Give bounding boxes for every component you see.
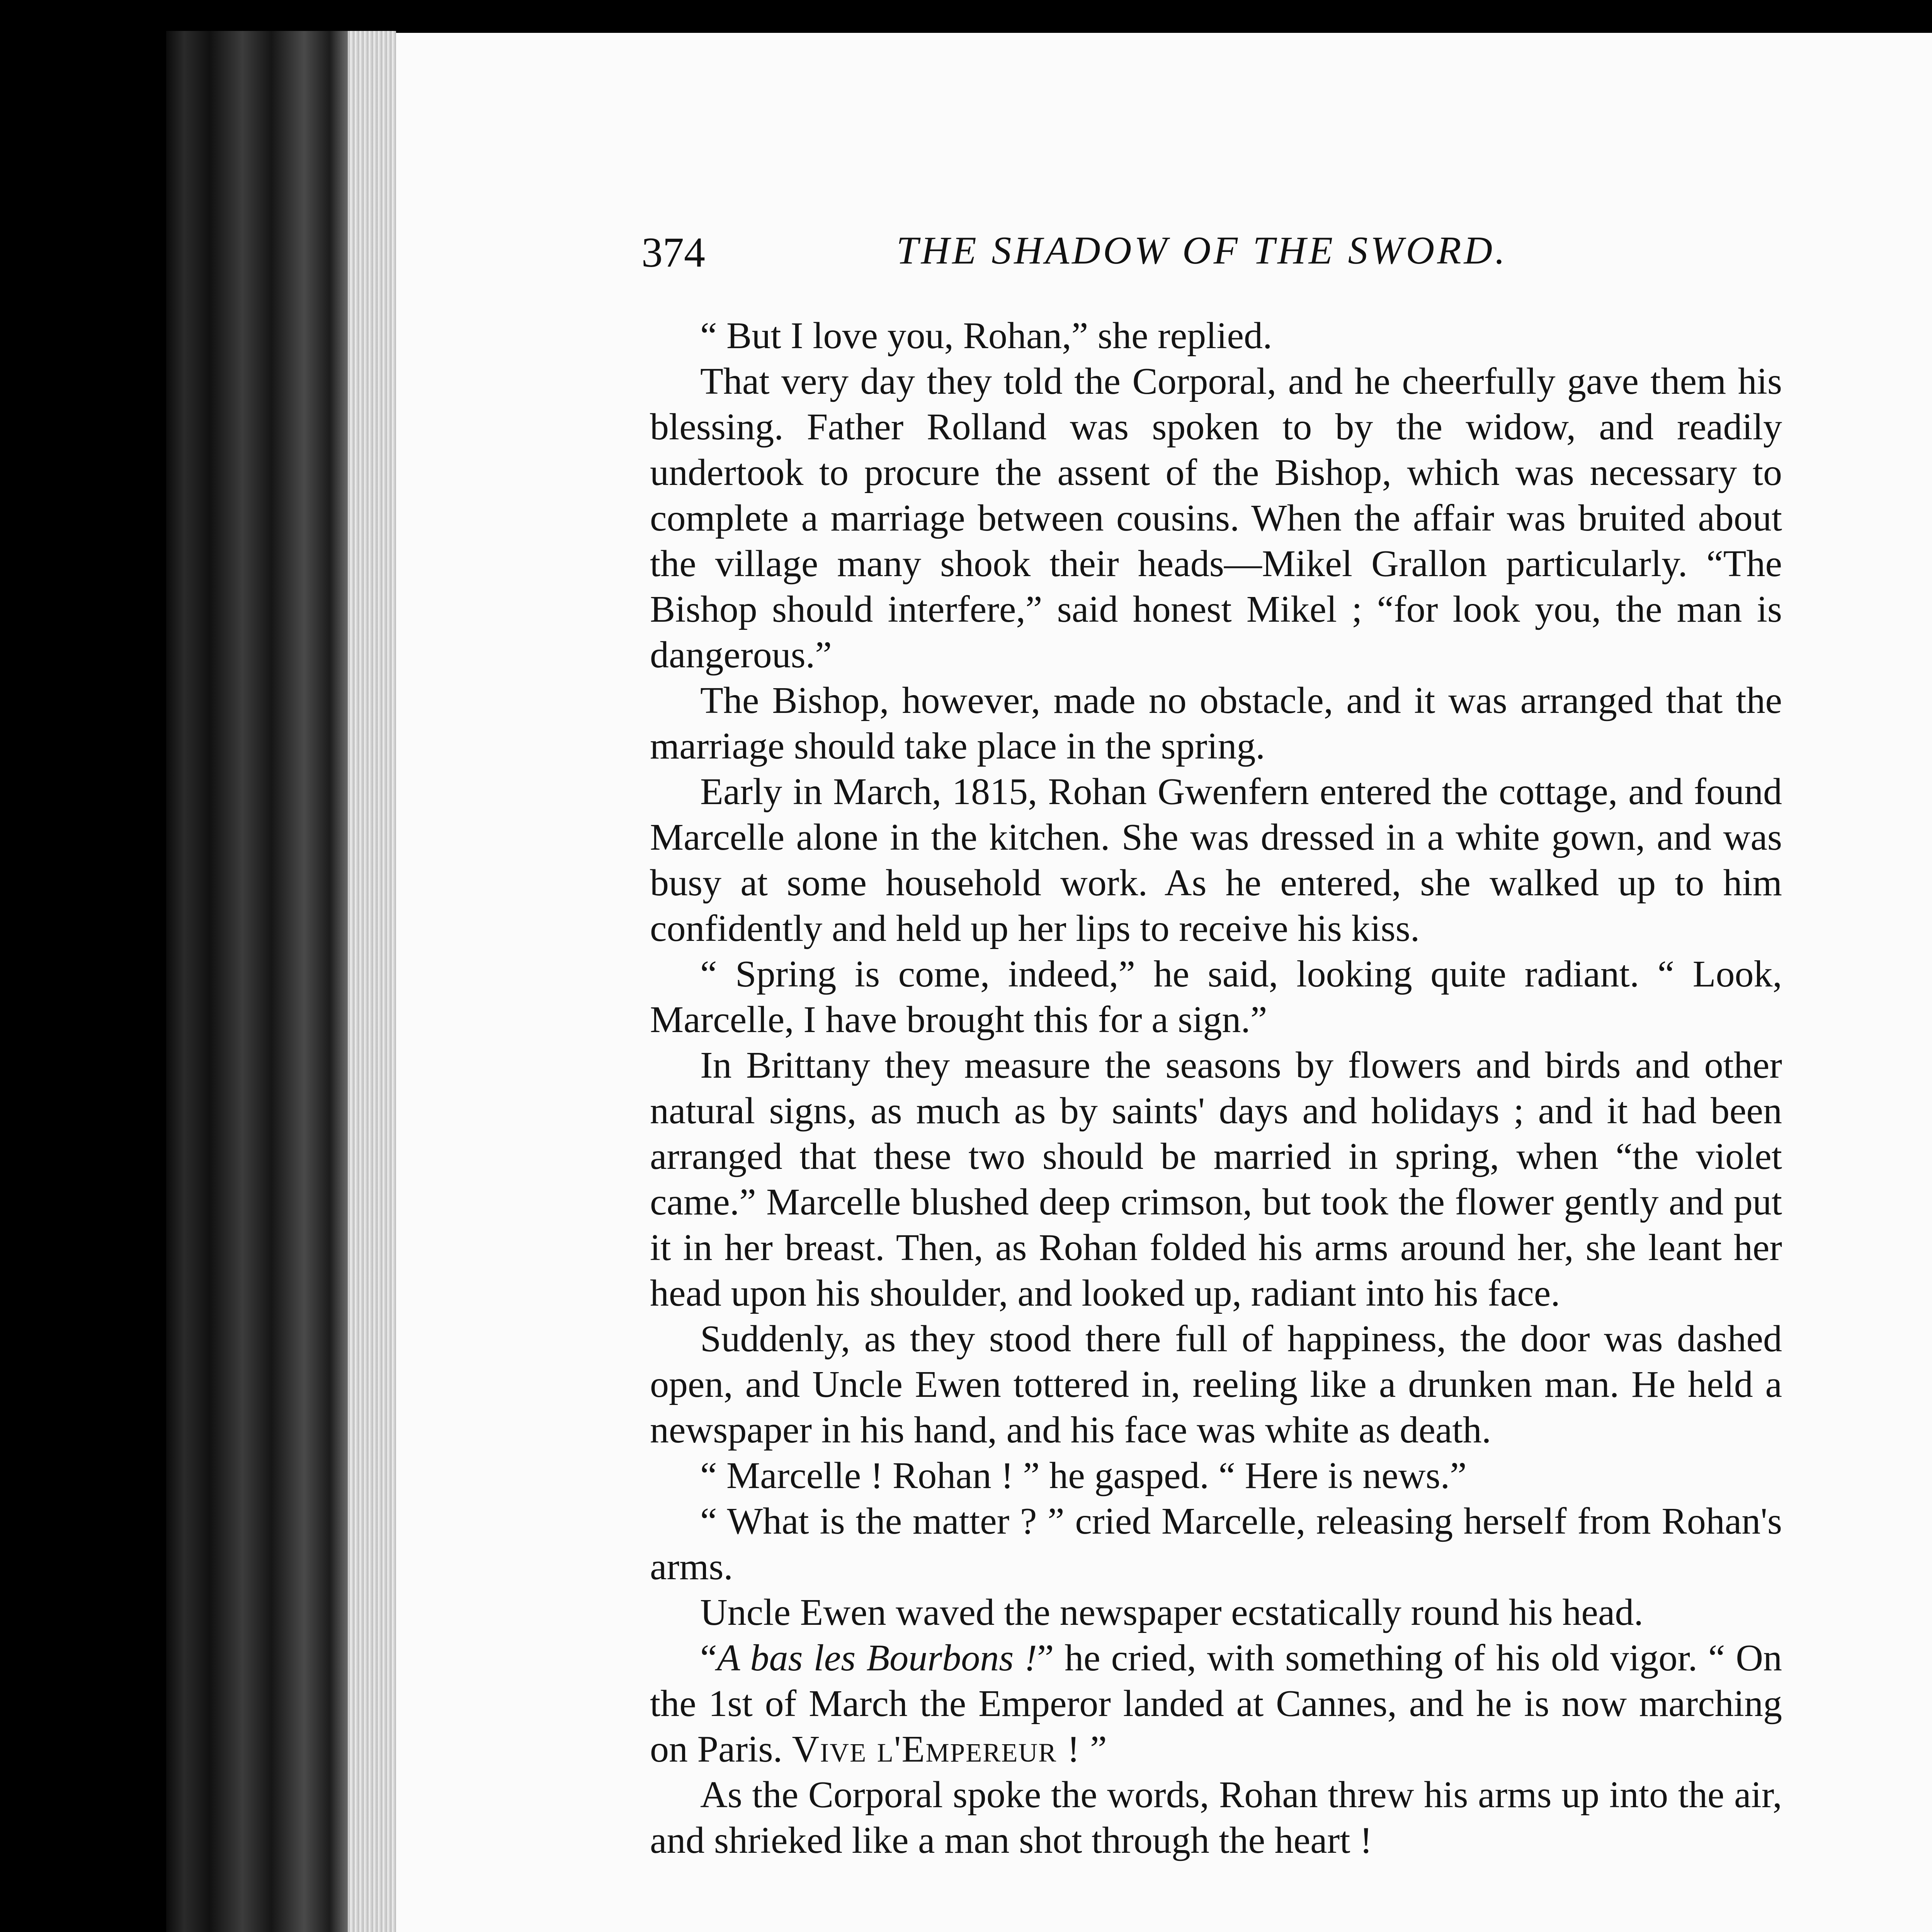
page-edges	[348, 31, 396, 1932]
italic-phrase: A bas les Bourbons !	[717, 1637, 1037, 1679]
paragraph: “ But I love you, Rohan,” she replied.	[700, 315, 1272, 357]
paragraph: Early in March, 1815, Rohan Gwenfern entered the cottage, and found Marcelle alone in the kitchen. She was dressed in a white gown, and was busy at some household work. As he entered, she walked up to him confidently and held up her lips to receive his kiss.	[650, 771, 1782, 949]
paragraph: Uncle Ewen waved the newspaper ecstatically round his head.	[700, 1592, 1643, 1633]
quote-mark: ”	[1080, 1728, 1107, 1770]
paragraph: “ Spring is come, indeed,” he said, looking quite radiant. “ Look, Marcelle, I have brought this for a sign.”	[650, 953, 1782, 1041]
page-number: 374	[641, 229, 705, 276]
paragraph: That very day they told the Corporal, and he cheerfully gave them his blessing. Father Rolland was spoken to by the widow, and readily undertook to procure the assent of the Bishop, which was necessary to complete a marriage between cousins. When the affair was bruited about the village many shook their heads—Mikel Grallon particularly. “The Bishop should interfere,” said honest Mikel ; “for look you, the man is dangerous.”	[650, 361, 1782, 676]
paragraph: As the Corporal spoke the words, Rohan threw his arms up into the air, and shrieked like a man shot through the heart !	[650, 1774, 1782, 1861]
paragraph: In Brittany they measure the seasons by flowers and birds and other natural signs, as much as by saints' days and holidays ; and it had been arranged that these two should be married in spring, when “the violet came.” Marcelle blushed deep crimson, but took the flower gently and put it in her breast. Then, as Rohan folded his arms around her, she leant her head upon his shoulder, and looked up, radiant into his face.	[650, 1044, 1782, 1314]
paragraph	[650, 1635, 1782, 1772]
running-head	[641, 228, 1801, 282]
paragraph: The Bishop, however, made no obstacle, and it was arranged that the marriage should take place in the spring.	[650, 680, 1782, 767]
running-title: THE SHADOW OF THE SWORD.	[896, 229, 1508, 272]
book-spine	[166, 31, 348, 1932]
paragraph: Suddenly, as they stood there full of happiness, the door was dashed open, and Uncle Ewen tottered in, reeling like a drunken man. He held a newspaper in his hand, and his face was white as death.	[650, 1318, 1782, 1451]
paragraph: “ What is the matter ? ” cried Marcelle, releasing herself from Rohan's arms.	[650, 1500, 1782, 1588]
paragraph-text: ” he cried, with something of his old vigor. “ On the 1st of March the Emperor landed at Cannes, and he is now marching on Paris.	[650, 1637, 1782, 1770]
paragraph: “ Marcelle ! Rohan ! ” he gasped. “ Here is news.”	[700, 1455, 1467, 1497]
quote-mark: “	[700, 1637, 717, 1679]
body-text	[650, 313, 1782, 1863]
small-caps-phrase: Vive l'Empereur !	[792, 1728, 1081, 1770]
